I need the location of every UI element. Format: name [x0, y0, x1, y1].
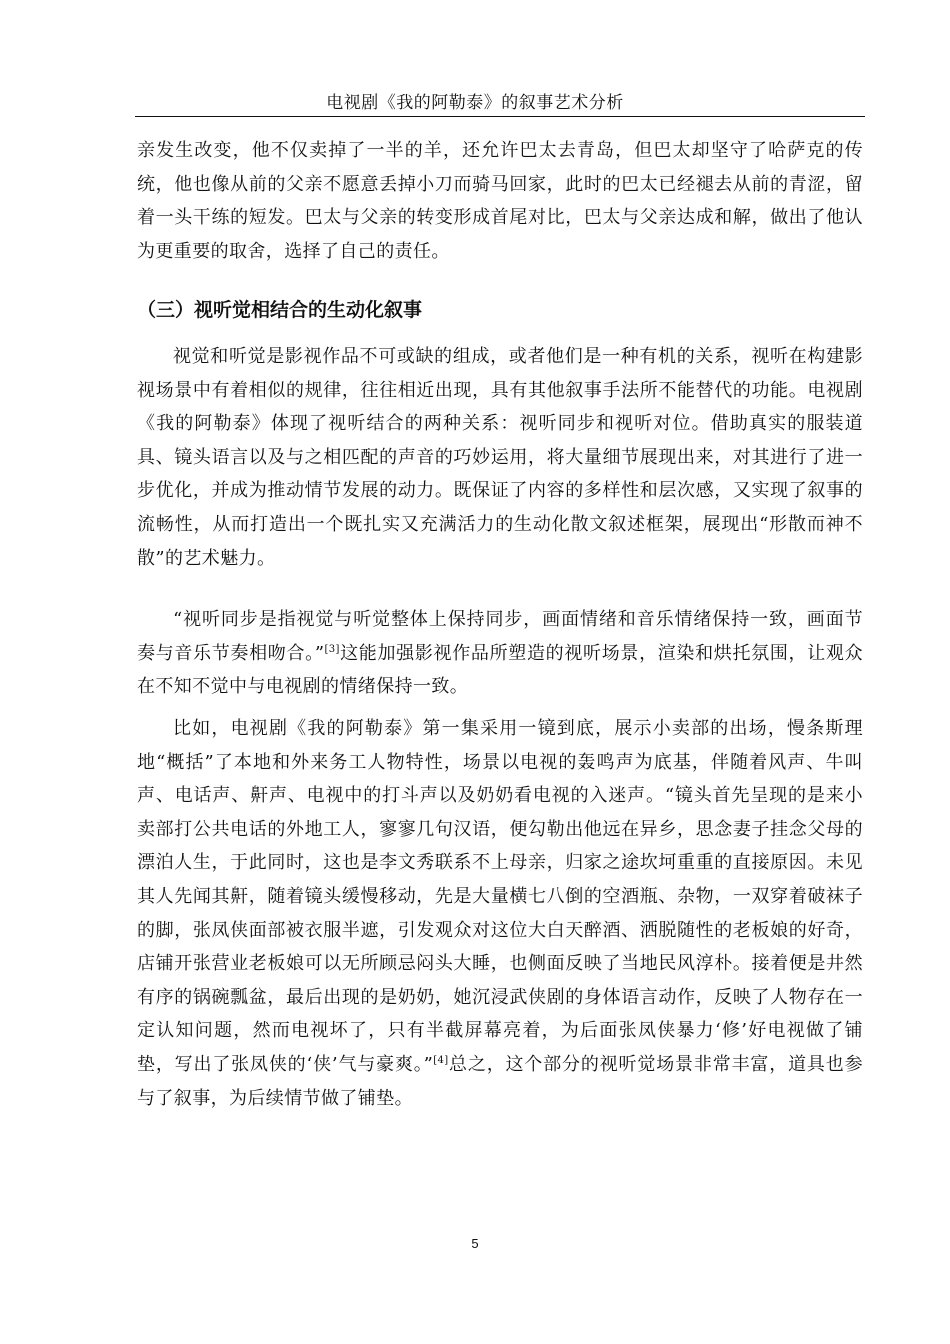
section-heading: （三）视听觉相结合的生动化叙事 — [137, 299, 423, 321]
paragraph-text: 总之，这个部分的视听觉场景非常丰富，道具也参与了叙事，为后续情节做了铺垫。 — [137, 1053, 863, 1109]
example-text: 比如，电视剧《我的阿勒泰》第一集采用一镜到底，展示小卖部的出场，慢条斯理地“概括”了本地和外来务工人物特性，场景以电视的轰鸣声为底基，伴随着风声、牛叫声、电话声、鼾声、电视中的打斗声以及奶奶看电视的入迷声。“镜头首先呈现的是来小卖部打公共电话的外地工人，寥寥几句汉语，便勾勒出他远在异乡，思念妻子挂念父母的漂泊人生，于此同时，这也是李文秀联系不上母亲，归家之途坎坷重重的直接原因。未见其人先闻其鼾，随着镜头缓慢移动，先是大量横七八倒的空酒瓶、杂物，一双穿着破袜子的脚，张凤侠面部被衣服半遮，引发观众对这位大白天醉酒、洒脱随性的老板娘的好奇，店铺开张营业老板娘可以无所顾忌闷头大睡，也侧面反映了当地民风淳朴。接着便是井然有序的锅碗瓢盆，最后出现的是奶奶，她沉浸武侠剧的身体语言动作，反映了人物存在一定认知问题，然而电视坏了，只有半截屏幕亮着，为后面张凤侠暴力‘修’好电视做了铺垫，写出了张凤侠的‘侠’气与豪爽。” — [137, 718, 863, 1075]
paragraph-audiovisual-intro: 视觉和听觉是影视作品不可或缺的组成，或者他们是一种有机的关系，视听在构建影视场景中有着相似的规律，往往相近出现，具有其他叙事手法所不能替代的功能。电视剧《我的阿勒泰》体现了视听结合的两种关系：视听同步和视听对位。借助真实的服装道具、镜头语言以及与之相匹配的声音的巧妙运用，将大量细节展现出来，对其进行了进一步优化，并成为推动情节发展的动力。既保证了内容的多样性和层次感，又实现了叙事的流畅性，从而打造出一个既扎实又充满活力的生动化散文叙述框架，展现出“形散而神不散”的艺术魅力。 — [137, 346, 863, 569]
citation-4: [4] — [433, 1054, 449, 1066]
page-number: 5 — [471, 1236, 479, 1251]
citation-3: [3] — [324, 643, 340, 655]
paragraph-continued: 亲发生改变，他不仅卖掉了一半的羊，还允许巴太去青岛，但巴太却坚守了哈萨克的传统，他也像从前的父亲不愿意丢掉小刀而骑马回家，此时的巴太已经褪去从前的青涩，留着一头干练的短发。巴太与父亲的转变形成首尾对比，巴太与父亲达成和解，做出了他认为更重要的取舍，选择了自己的责任。 — [137, 140, 863, 262]
header-divider — [135, 116, 865, 117]
page-header-title: 电视剧《我的阿勒泰》的叙事艺术分析 — [326, 93, 624, 113]
paragraph-example — [137, 712, 863, 1115]
quote-text: “视听同步是指视觉与听觉整体上保持同步，画面情绪和音乐情绪保持一致，画面节奏与音乐节奏相吻合。” — [137, 609, 863, 664]
paragraph-audiovisual-sync — [137, 603, 863, 704]
paragraph-text: 这能加强影视作品所塑造的视听场景，渲染和烘托氛围，让观众在不知不觉中与电视剧的情绪保持一致。 — [137, 642, 863, 698]
